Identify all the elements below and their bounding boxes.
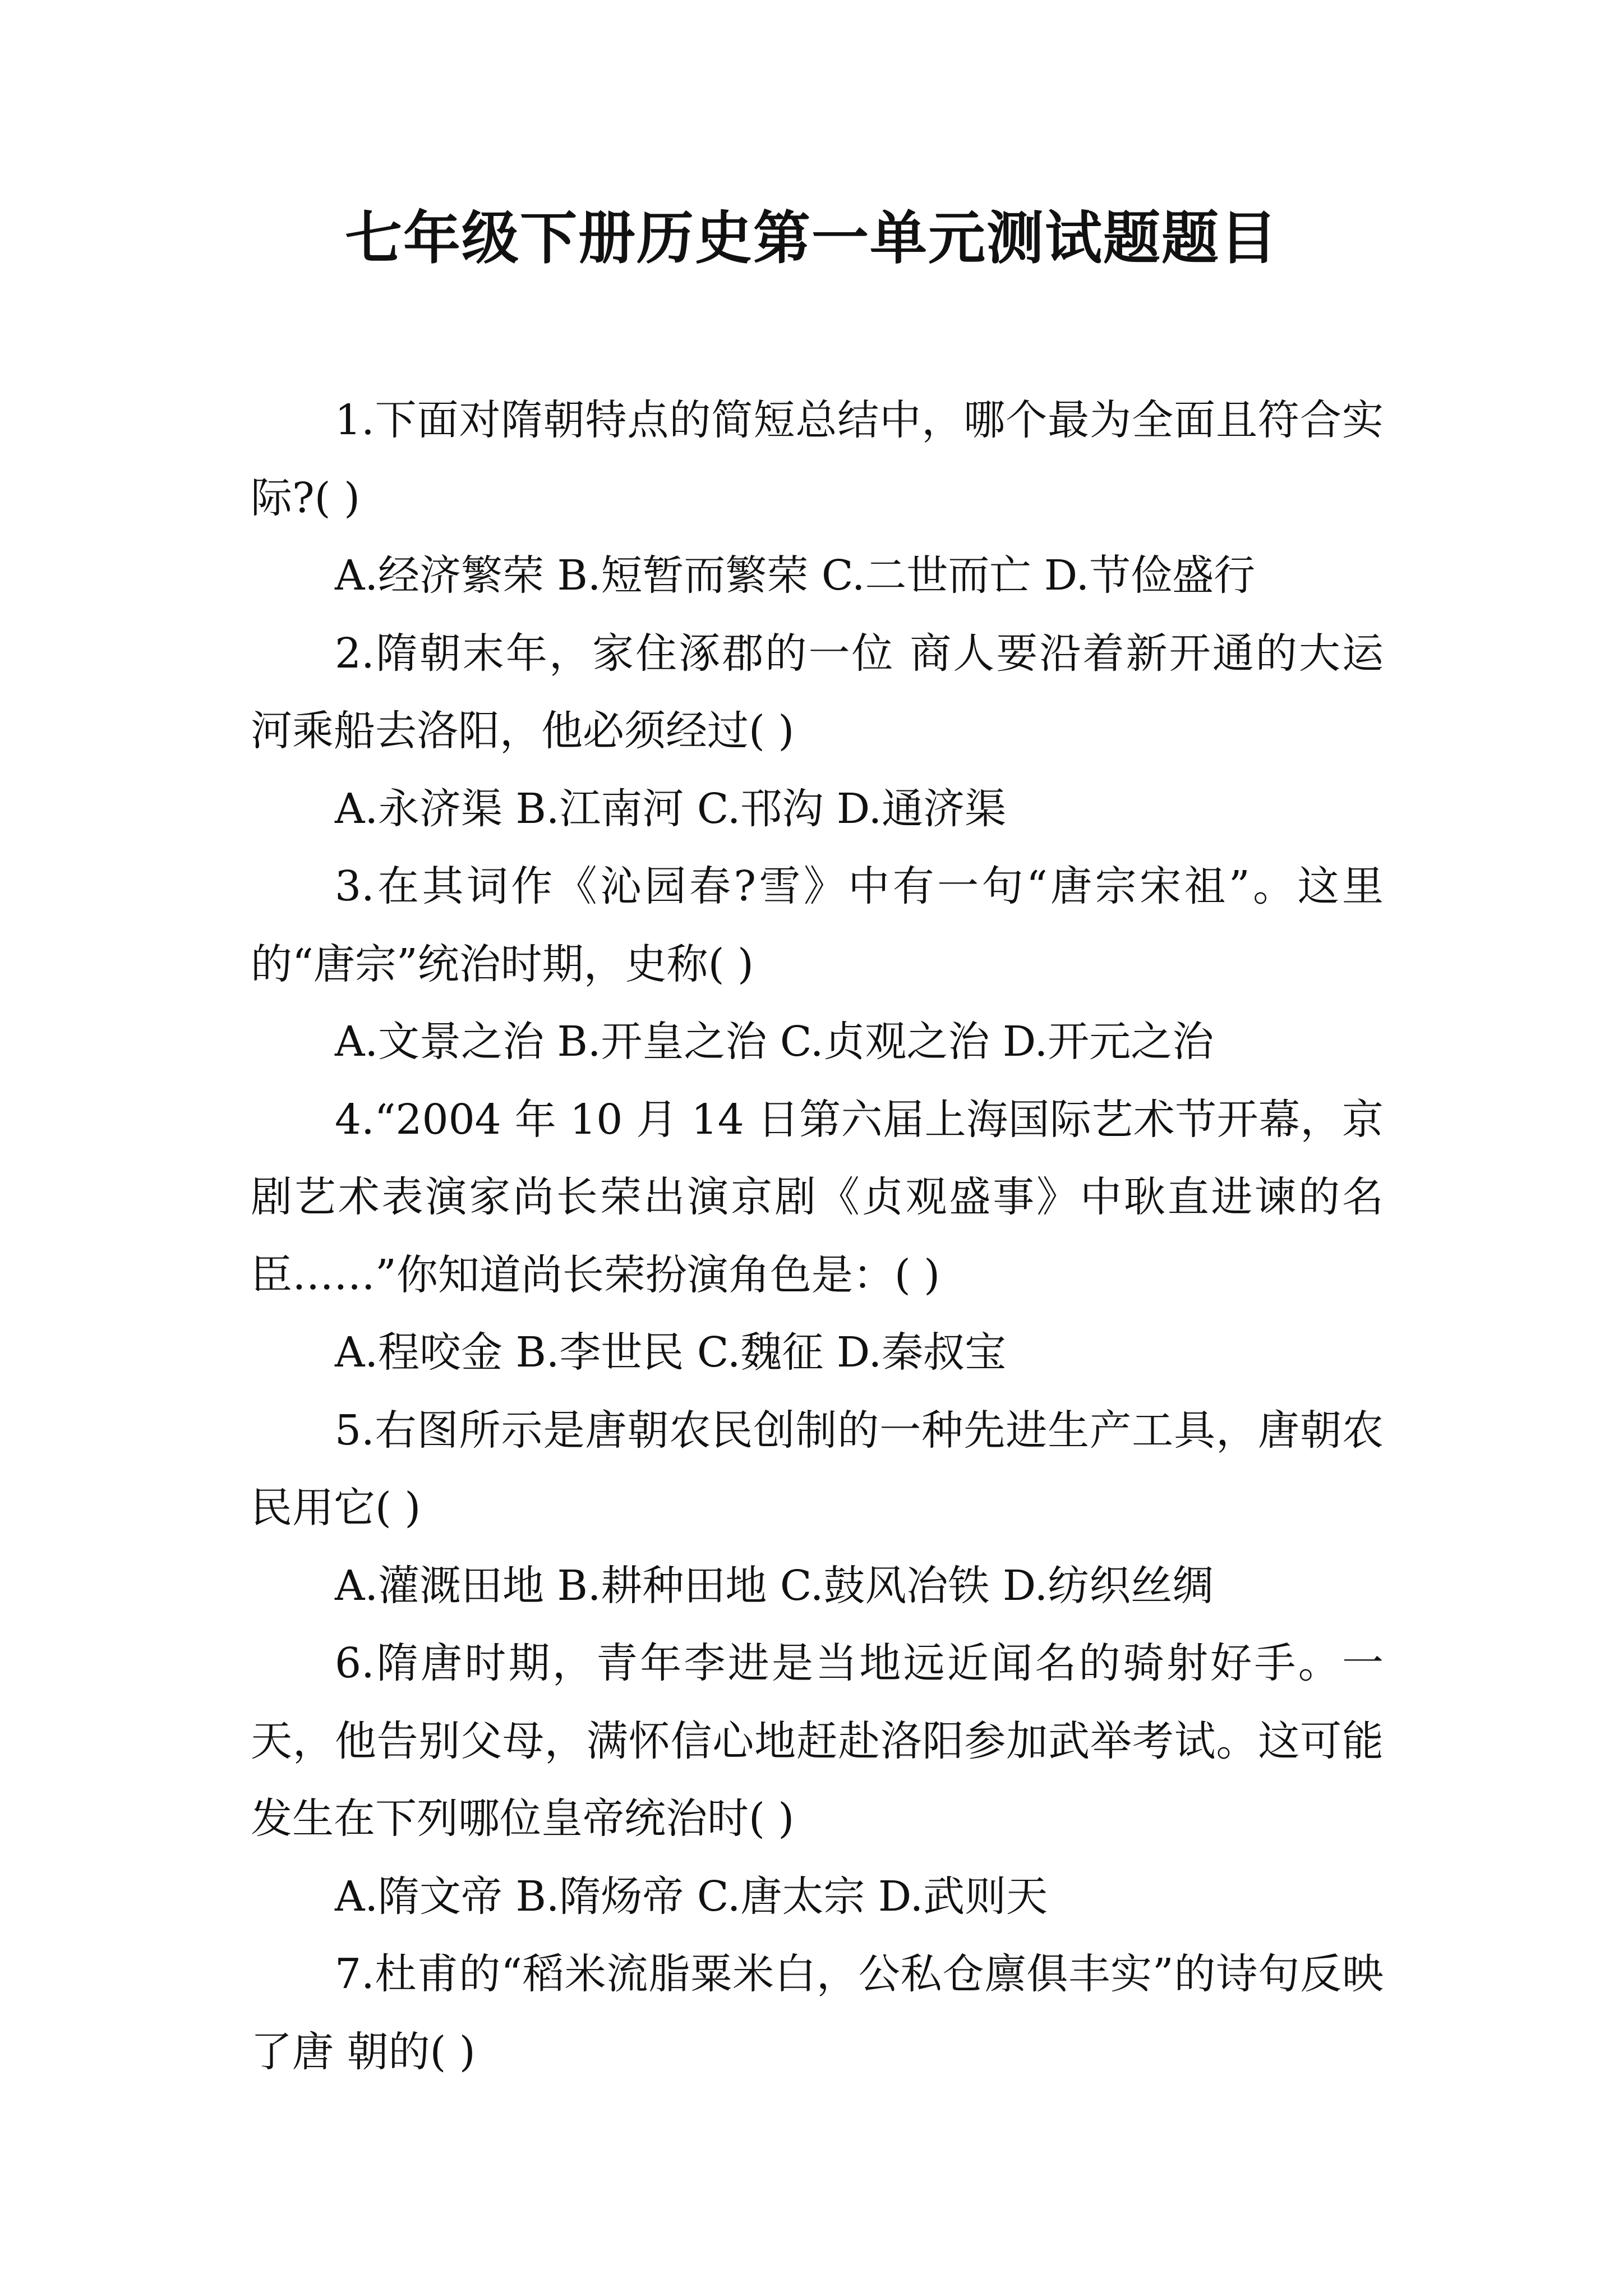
question-list [251, 381, 1384, 2091]
question-stem: 5.右图所示是唐朝农民创制的一种先进生产工具，唐朝农民用它( ) [251, 1406, 1384, 1532]
question-options: A.灌溉田地 B.耕种田地 C.鼓风冶铁 D.纺织丝绸 [335, 1561, 1214, 1610]
question-stem: 2.隋朝末年，家住涿郡的一位 商人要沿着新开通的大运河乘船去洛阳，他必须经过( ) [251, 629, 1384, 755]
question-stem: 3.在其词作《沁园春?雪》中有一句“唐宗宋祖”。这里的“唐宗”统治时期，史称( ) [251, 862, 1384, 988]
question-6 [251, 1625, 1384, 1935]
question-5 [251, 1392, 1384, 1625]
question-7 [251, 1935, 1384, 2091]
question-stem: 1.下面对隋朝特点的简短总结中，哪个最为全面且符合实际?( ) [251, 396, 1384, 522]
question-options: A.永济渠 B.江南河 C.邗沟 D.通济渠 [335, 784, 1007, 833]
question-stem: 6.隋唐时期，青年李进是当地远近闻名的骑射好手。一天，他告别父母，满怀信心地赶赴洛阳参加武举考试。这可能发生在下列哪位皇帝统治时( ) [251, 1639, 1384, 1843]
question-4 [251, 1081, 1384, 1392]
question-options: A.程咬金 B.李世民 C.魏征 D.秦叔宝 [335, 1328, 1007, 1377]
question-1 [251, 381, 1384, 615]
document-title: 七年级下册历史第一单元测试题题目 [345, 205, 1278, 272]
question-options: A.隋文帝 B.隋炀帝 C.唐太宗 D.武则天 [335, 1872, 1048, 1921]
question-3 [251, 848, 1384, 1081]
question-2 [251, 615, 1384, 848]
question-options: A.经济繁荣 B.短暂而繁荣 C.二世而亡 D.节俭盛行 [335, 551, 1256, 600]
question-stem: 7.杜甫的“稻米流脂粟米白，公私仓廪俱丰实”的诗句反映了唐 朝的( ) [251, 1950, 1384, 2076]
question-options: A.文景之治 B.开皇之治 C.贞观之治 D.开元之治 [335, 1018, 1214, 1066]
question-stem: 4.“2004 年 10 月 14 日第六届上海国际艺术节开幕，京剧艺术表演家尚长荣出演京剧《贞观盛事》中耿直进谏的名臣……”你知道尚长荣扮演角色是：( ) [251, 1095, 1384, 1299]
